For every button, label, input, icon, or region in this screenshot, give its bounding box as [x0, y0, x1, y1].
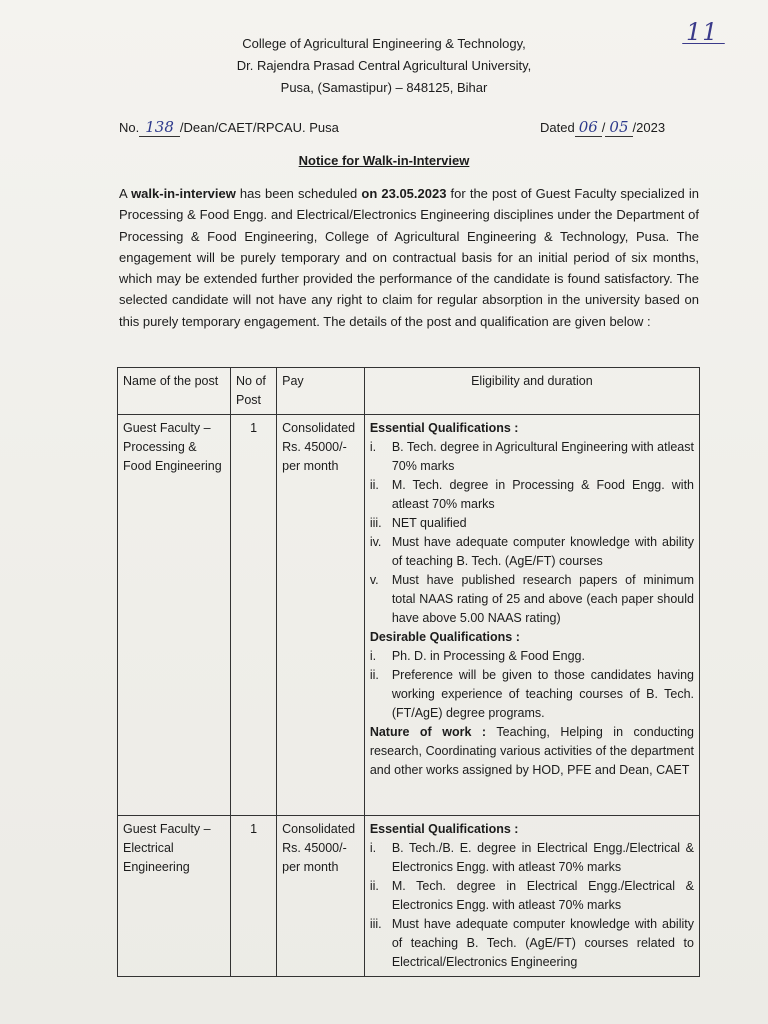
nature-text: Teaching, Helping in conducting research, Coordinating various activities of the department and other works assigned by HOD, PFE and Dean, CAET	[369, 725, 694, 777]
item-text: Must have published research papers of minimum total NAAS rating of 25 and above (each paper should have above 5.00 NAAS rating)	[391, 573, 694, 625]
post-eligibility	[364, 415, 699, 816]
reference-handwritten-number: 138	[139, 118, 180, 137]
notice-body	[119, 183, 699, 332]
item-number: v.	[369, 573, 379, 587]
reference-number	[119, 118, 339, 136]
reference-suffix: /Dean/CAET/RPCAU. Pusa	[179, 120, 339, 135]
date-label: Dated	[540, 120, 575, 135]
item-text: B. Tech. degree in Agricultural Engineering with atleast 70% marks	[391, 440, 694, 473]
post-count: 1	[231, 816, 277, 977]
essential-list	[370, 839, 694, 972]
item-number: i.	[369, 649, 377, 663]
list-item	[370, 839, 694, 877]
header-no-of-post: No of Post	[231, 368, 277, 415]
date-month: 05	[605, 118, 632, 137]
desirable-title: Desirable Qualifications :	[369, 630, 520, 644]
essential-title: Essential Qualifications :	[369, 421, 519, 435]
post-pay: Consolidated Rs. 45000/- per month	[277, 415, 365, 816]
list-item	[370, 514, 694, 533]
item-text: Must have adequate computer knowledge with ability of teaching B. Tech. (AgE/FT) courses	[391, 535, 694, 568]
list-item	[370, 533, 694, 571]
body-text-3: for the post of Guest Faculty specialized in Processing & Food Engg. and Electrical/Electronics Engineering disciplines under the Department of Processing & Food Engineering,	[119, 186, 699, 244]
item-number: ii.	[369, 879, 379, 893]
item-number: i.	[369, 841, 377, 855]
nature-of-work	[370, 723, 694, 780]
nature-title: Nature of work :	[369, 725, 487, 739]
item-number: iii.	[369, 516, 382, 530]
list-item	[370, 571, 694, 628]
item-text: Preference will be given to those candidates having working experience of teaching courses of B. Tech. (FT/AgE) degree programs.	[391, 668, 694, 720]
list-item	[370, 915, 694, 972]
table-row	[118, 415, 700, 816]
institution-name: College of Agricultural Engineering & Technology,	[242, 36, 526, 51]
essential-list	[370, 438, 694, 628]
notice-title: Notice for Walk-in-Interview	[298, 153, 470, 168]
post-pay: Consolidated Rs. 45000/- per month	[277, 816, 365, 977]
essential-title: Essential Qualifications :	[369, 822, 519, 836]
item-text: M. Tech. degree in Electrical Engg./Electrical & Electronics Engg. with atleast 70% marks	[391, 879, 694, 912]
post-count: 1	[231, 415, 277, 816]
header-eligibility: Eligibility and duration	[364, 368, 699, 415]
university-name: Dr. Rajendra Prasad Central Agricultural University,	[236, 58, 532, 73]
list-item	[370, 877, 694, 915]
item-number: ii.	[369, 668, 379, 682]
item-text: M. Tech. degree in Processing & Food Engg. with atleast 70% marks	[391, 478, 694, 511]
handwritten-page-number: 11	[686, 18, 719, 46]
item-number: i.	[369, 440, 377, 454]
item-text: NET qualified	[391, 516, 467, 530]
header-name-of-post: Name of the post	[118, 368, 231, 415]
table-row	[118, 816, 700, 977]
table-header-row	[118, 368, 700, 415]
date-day: 06	[575, 118, 602, 137]
list-item	[370, 666, 694, 723]
header-pay: Pay	[277, 368, 365, 415]
reference-prefix: No.	[119, 120, 140, 135]
item-text: Ph. D. in Processing & Food Engg.	[391, 649, 585, 663]
post-name: Guest Faculty – Electrical Engineering	[118, 816, 231, 977]
date-year: /2023	[632, 120, 666, 135]
list-item	[370, 438, 694, 476]
list-item	[370, 476, 694, 514]
body-text-2: has been scheduled	[235, 186, 362, 201]
desirable-list	[370, 647, 694, 723]
body-bold-1: walk-in-interview	[131, 186, 236, 201]
item-number: iii.	[369, 917, 382, 931]
list-item	[370, 647, 694, 666]
post-name: Guest Faculty – Processing & Food Engineering	[118, 415, 231, 816]
item-number: iv.	[369, 535, 382, 549]
item-number: ii.	[369, 478, 379, 492]
item-text: B. Tech./B. E. degree in Electrical Engg./Electrical & Electronics Engg. with atleast 70% marks	[391, 841, 694, 874]
posts-table	[117, 367, 700, 977]
body-text-1: A	[119, 186, 132, 201]
body-text-4: . The engagement will be purely temporary and on contractual basis for an initial period of six months, which may be extended further provided the performance of the candidate is found satisfactory. The selected candidate will not have any right to claim for regular absorption in the university based on this purely temporary engagement. The details of the post and qualification are given below :	[119, 228, 700, 329]
notice-date: Dated 06 / 05 /2023	[540, 118, 666, 136]
body-bold-2: on 23.05.2023	[361, 186, 447, 201]
post-eligibility	[364, 816, 699, 977]
body-text-college: College of Agricultural Engineering & Technology, Pusa	[324, 228, 666, 244]
item-text: Must have adequate computer knowledge with ability of teaching B. Tech. (AgE/FT) courses related to Electrical/Electronics Engineering	[391, 917, 694, 969]
address-line: Pusa, (Samastipur) – 848125, Bihar	[280, 80, 488, 95]
